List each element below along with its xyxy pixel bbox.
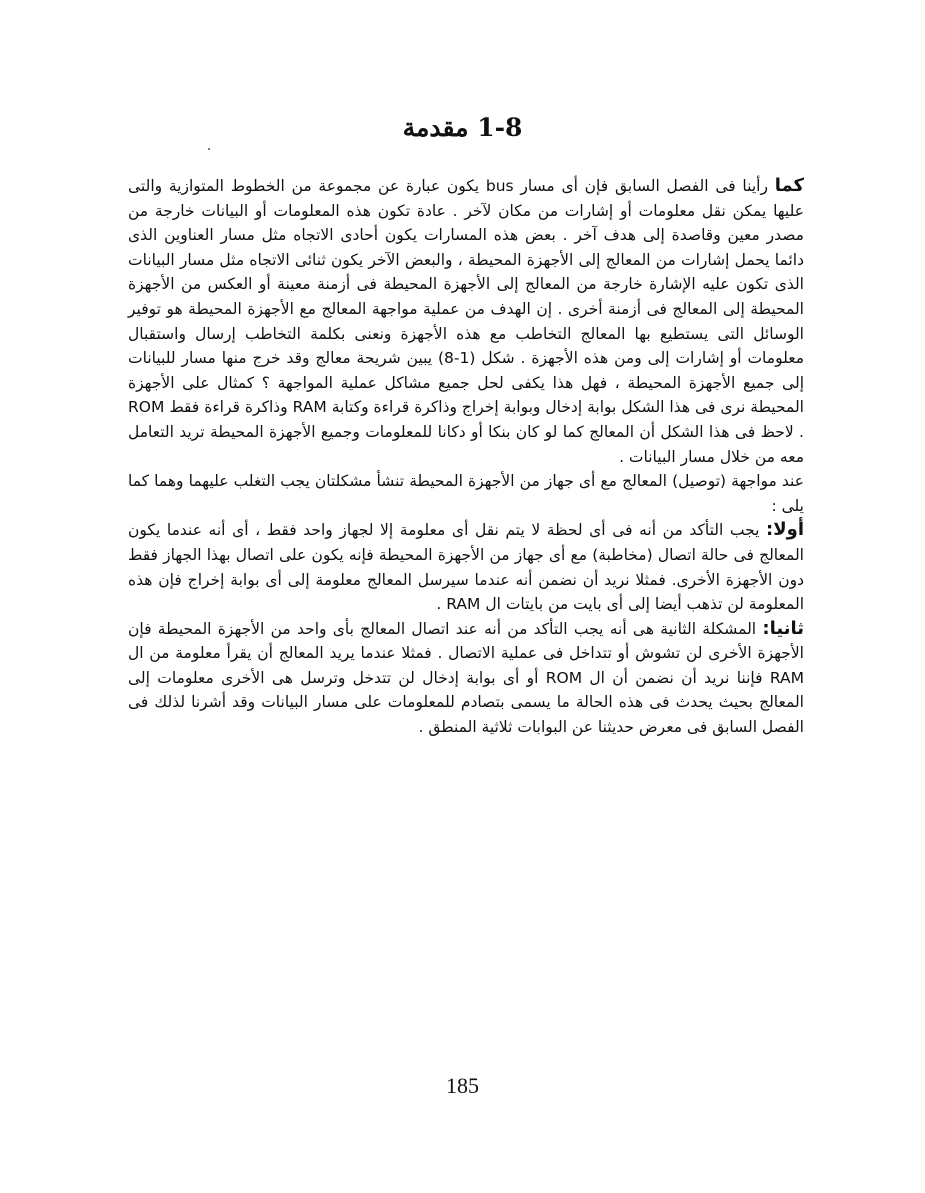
section-number: 1-8 — [477, 113, 523, 142]
paragraph-text: عند مواجهة (توصيل) المعالج مع أى جهاز من الأجهزة المحيطة تنشأ مشكلتان يجب التغلب عليهما وهما كما يلى : — [128, 472, 804, 515]
paragraph-lead-word: كما — [774, 175, 804, 196]
paragraph-problems — [128, 469, 804, 518]
section-heading — [0, 108, 925, 148]
scan-speck — [208, 148, 210, 150]
paragraph-text: المشكلة الثانية هى أنه يجب التأكد من أنه عند اتصال المعالج بأى واحد من الأجهزة المحيطة فإن الأجهزة الأخرى لن تشوش أو تتداخل فى عملية الاتصال . فمثلا عندما يريد المعالج أن يقرأ معلومة من ال RAM فإننا نريد أن نضمن أن ال ROM أو أى بوابة إدخال لن تتدخل وترسل هى الأخرى معلومات إلى المعالج بحيث يحدث فى هذه الحالة ما يسمى بتصادم للمعلومات على مسار البيانات وقد أشرنا لذلك فى الفصل السابق فى معرض حديثنا عن البوابات ثلاثية المنطق . — [128, 619, 804, 737]
page-number: 185 — [446, 1073, 479, 1098]
paragraph-lead-word: أولا: — [766, 519, 804, 541]
paragraph-text: يجب التأكد من أنه فى أى لحظة لا يتم نقل أى معلومة إلا لجهاز واحد فقط ، أى أنه عندما يكون المعالج فى حالة اتصال (مخاطبة) مع أى جهاز من الأجهزة المحيطة فإنه يكون على اتصال بهذا الجهاز فقط دون الأجهزة الأخرى. فمثلا نريد أن نضمن أنه عندما سيرسل المعالج معلومة إلى أى بوابة إخراج فإن هذه المعلومة لن تذهب أيضا إلى أى بايت من بايتات ال RAM . — [128, 521, 804, 614]
paragraph-lead-word: ثانيا: — [762, 617, 804, 639]
paragraph-first-problem — [128, 518, 804, 616]
section-title: مقدمة — [402, 113, 469, 142]
paragraph-second-problem — [128, 617, 804, 740]
paragraph-intro — [128, 174, 804, 469]
paragraph-text: رأينا فى الفصل السابق فإن أى مسار bus يكون عبارة عن مجموعة من الخطوط المتوازية والتى عليها يمكن نقل معلومات أو إشارات من مكان لآخر . عادة تكون هذه المعلومات أو البيانات خارجة من مصدر معين وقاصدة إلى هدف آخر . بعض هذه المسارات يكون أحادى الاتجاه مثل مسار العناوين الذى دائما يحمل إشارات من المعالج إلى الأجهزة المحيطة ، والبعض الآخر يكون ثنائى الاتجاه مثل مسار البيانات الذى تكون عليه الإشارة خارجة من المعالج إلى الأجهزة المحيطة فى أزمنة معينة أو العكس من الأجهزة المحيطة إلى المعالج فى أزمنة أخرى . إن الهدف من عملية مواجهة المعالج مع الأجهزة المحيطة هو توفير الوسائل التى يستطيع بها المعالج التخاطب مع هذه الأجهزة ونعنى بكلمة التخاطب إرسال واستقبال معلومات أو إشارات إلى ومن هذه الأجهزة . شكل (1-8) يبين شريحة معالج وقد خرج منها مسار للبيانات إلى جميع الأجهزة المحيطة ، فهل هذا يكفى لحل جميع مشاكل عملية المواجهة ؟ كمثال على الأجهزة المحيطة نرى فى هذا الشكل بوابة إدخال وبوابة إخراج وذاكرة قراءة وكتابة RAM وذاكرة قراءة فقط ROM . لاحظ فى هذا الشكل أن المعالج كما لو كان بنكا أو دكانا للمعلومات وجميع الأجهزة المحيطة تريد التعامل معه من خلال مسار البيانات . — [128, 177, 804, 466]
body-text — [128, 174, 804, 740]
